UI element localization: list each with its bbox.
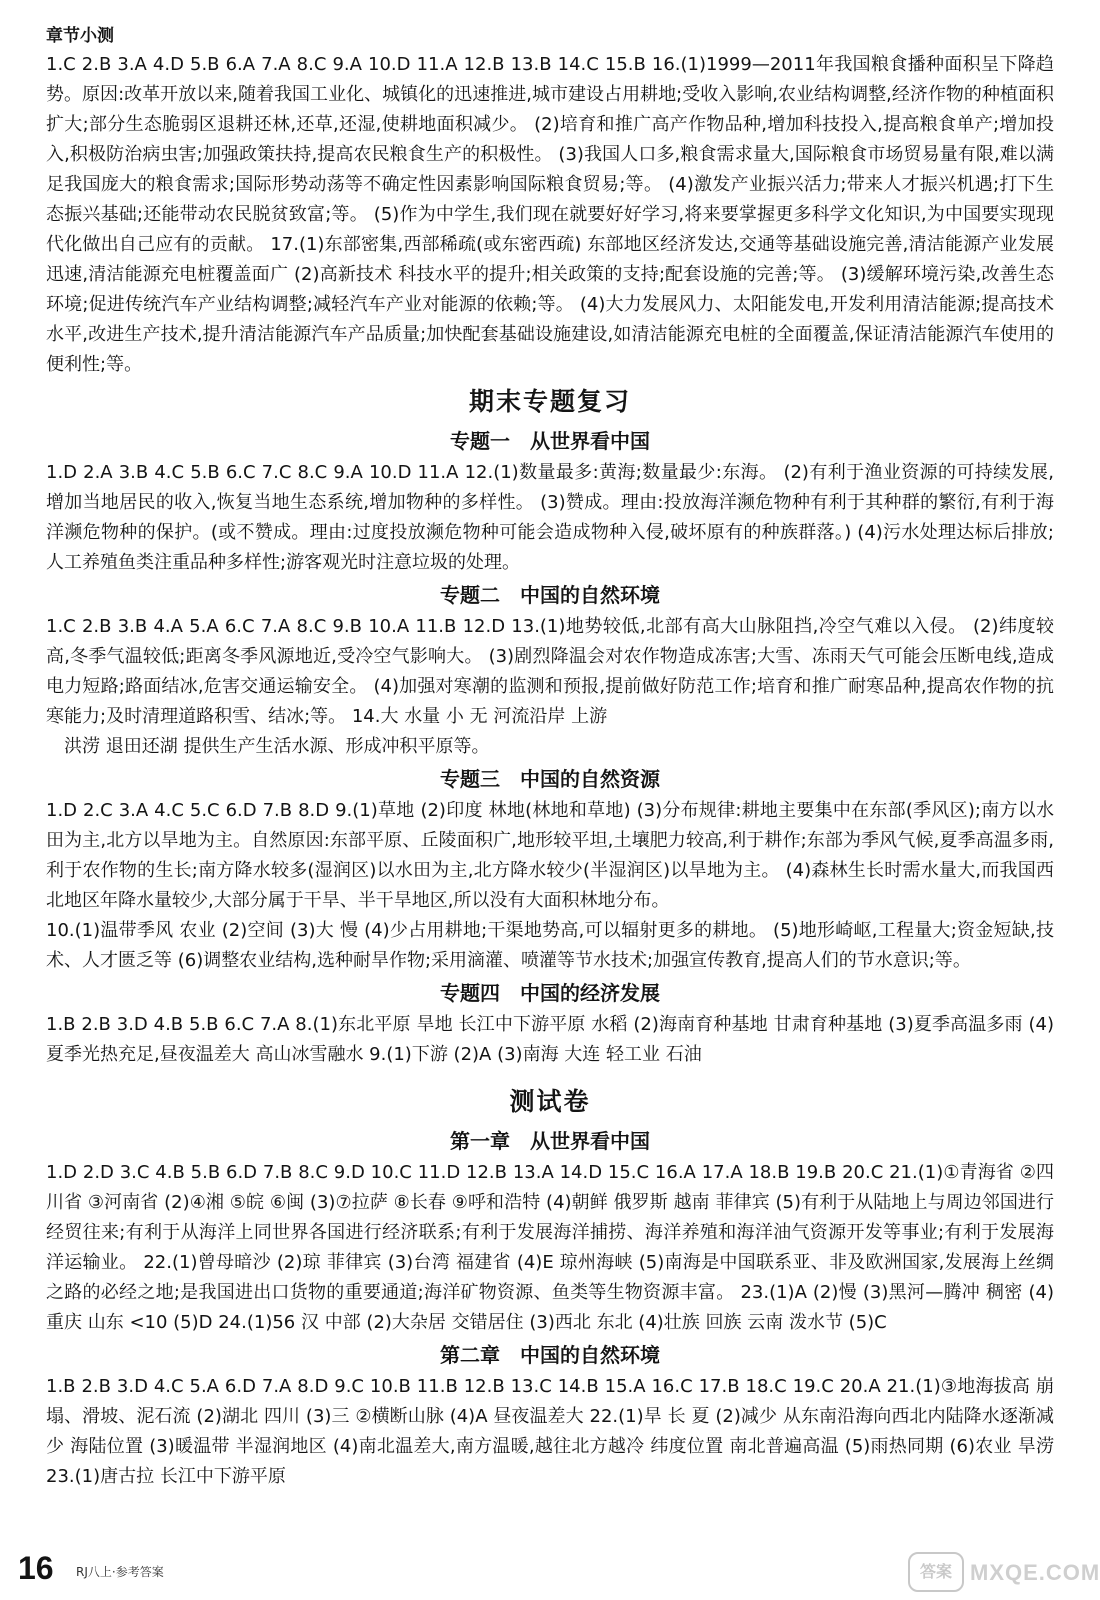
test-chapter-1-title: 第一章 从世界看中国 xyxy=(450,1129,650,1153)
footer-caption: RJ八上·参考答案 xyxy=(76,1565,164,1579)
watermark-seal: 答案 xyxy=(908,1552,964,1592)
watermark-site-text: MXQE.COM xyxy=(970,1560,1100,1585)
test-chapter-2-title: 第二章 中国的自然环境 xyxy=(440,1343,660,1367)
answer-page xyxy=(46,22,1054,1492)
topic-3-answers: 1.D 2.C 3.A 4.C 5.C 6.D 7.B 8.D 9.(1)草地 (2)印度 林地(林地和草地) (3)分布规律:耕地主要集中在东部(季风区);南方以水田为主,北方以旱地为主。自然原因:东部平原、丘陵面积广,地形较平坦,土壤肥力较高,利于耕作;东部为季风气候,夏季高温多雨,利于农作物的生长;南方降水较多(湿润区)以水田为主,北方降水较少(半湿润区)以旱地为主。 (4)森林生长时需水量大,而我国西北地区年降水量较少,大部分属于干旱、半干旱地区,所以没有大面积林地分布。 xyxy=(46,800,1054,911)
page-footer xyxy=(18,1548,1100,1592)
page-number: 16 xyxy=(18,1550,54,1586)
topic-1-answers: 1.D 2.A 3.B 4.C 5.B 6.C 7.C 8.C 9.A 10.D 11.A 12.(1)数量最多:黄海;数量最少:东海。 (2)有利于渔业资源的可持续发展,增加当地居民的收入,恢复当地生态系统,增加物种的多样性。 (3)赞成。理由:投放海洋濒危物种有利于其种群的繁衍,有利于海洋濒危物种的保护。(或不赞成。理由:过度投放濒危物种可能会造成物种入侵,破坏原有的种族群落。) (4)污水处理达标后排放;人工养殖鱼类注重品种多样性;游客观光时注意垃圾的处理。 xyxy=(46,462,1054,573)
topic-4-title: 专题四 中国的经济发展 xyxy=(440,981,660,1005)
tests-title: 测试卷 xyxy=(509,1087,591,1116)
test-chapter-2-answers: 1.B 2.B 3.D 4.C 5.A 6.D 7.A 8.D 9.C 10.B 11.B 12.B 13.C 14.B 15.A 16.C 17.B 18.C 19.C 20.A 21.(1)③地海拔高 崩塌、滑坡、泥石流 (2)湖北 四川 (3)三 ②横断山脉 (4)A 昼夜温差大 22.(1)旱 长 夏 (2)减少 从东南沿海向西北内陆降水逐渐减少 海陆位置 (3)暖温带 半湿润地区 (4)南北温差大,南方温暖,越往北方越冷 纬度位置 南北普遍高温 (5)雨热同期 (6)农业 旱涝 23.(1)唐古拉 长江中下游平原 xyxy=(46,1376,1054,1487)
section-label: 章节小测 xyxy=(46,26,114,46)
topic-2-answers-cont: 洪涝 退田还湖 提供生产生活水源、形成冲积平原等。 xyxy=(64,736,490,757)
topic-2-title: 专题二 中国的自然环境 xyxy=(440,583,660,607)
topic-3-title: 专题三 中国的自然资源 xyxy=(440,767,660,791)
review-title: 期末专题复习 xyxy=(468,387,631,416)
site-watermark xyxy=(908,1552,1100,1592)
spacer xyxy=(46,1070,1054,1080)
topic-4-answers: 1.B 2.B 3.D 4.B 5.B 6.C 7.A 8.(1)东北平原 旱地 长江中下游平原 水稻 (2)海南育种基地 甘肃育种基地 (3)夏季高温多雨 (4)夏季光热充足,昼夜温差大 高山冰雪融水 9.(1)下游 (2)A (3)南海 大连 轻工业 石油 xyxy=(46,1014,1054,1065)
topic-3-answers-q10: 10.(1)温带季风 农业 (2)空间 (3)大 慢 (4)少占用耕地;干渠地势高,可以辐射更多的耕地。 (5)地形崎岖,工程量大;资金短缺,技术、人才匮乏等 (6)调整农业结构,选种耐旱作物;采用滴灌、喷灌等节水技术;加强宣传教育,提高人们的节水意识;等。 xyxy=(46,920,1054,971)
topic-1-title: 专题一 从世界看中国 xyxy=(450,429,650,453)
chapter-quiz-answers: 1.C 2.B 3.A 4.D 5.B 6.A 7.A 8.C 9.A 10.D 11.A 12.B 13.B 14.C 15.B 16.(1)1999—2011年我国粮食播种面积呈下降趋势。原因:改革开放以来,随着我国工业化、城镇化的迅速推进,城市建设占用耕地;受收入影响,农业结构调整,经济作物的种植面积扩大;部分生态脆弱区退耕还林,还草,还湿,使耕地面积减少。 (2)培育和推广高产作物品种,增加科技投入,提高粮食单产;增加投入,积极防治病虫害;加强政策扶持,提高农民粮食生产的积极性。 (3)我国人口多,粮食需求量大,国际粮食市场贸易量有限,难以满足我国庞大的粮食需求;国际形势动荡等不确定性因素影响国际粮食贸易;等。 (4)激发产业振兴活力;带来人才振兴机遇;打下生态振兴基础;还能带动农民脱贫致富;等。 (5)作为中学生,我们现在就要好好学习,将来要掌握更多科学文化知识,为中国要实现现代化做出自己应有的贡献。 17.(1)东部密集,西部稀疏(或东密西疏) 东部地区经济发达,交通等基础设施完善,清洁能源产业发展迅速,清洁能源充电桩覆盖面广 (2)高新技术 科技水平的提升;相关政策的支持;配套设施的完善;等。 (3)缓解环境污染,改善生态环境;促进传统汽车产业结构调整;减轻汽车产业对能源的依赖;等。 (4)大力发展风力、太阳能发电,开发利用清洁能源;提高技术水平,改进生产技术,提升清洁能源汽车产品质量;加快配套基础设施建设,如清洁能源充电桩的全面覆盖,保证清洁能源汽车使用的便利性;等。 xyxy=(46,54,1054,375)
test-chapter-1-answers: 1.D 2.D 3.C 4.B 5.B 6.D 7.B 8.C 9.D 10.C 11.D 12.B 13.A 14.D 15.C 16.A 17.A 18.B 19.B 20.C 21.(1)①青海省 ②四川省 ③河南省 (2)④湘 ⑤皖 ⑥闽 (3)⑦拉萨 ⑧长春 ⑨呼和浩特 (4)朝鲜 俄罗斯 越南 菲律宾 (5)有利于从陆地上与周边邻国进行经贸往来;有利于从海洋上同世界各国进行经济联系;有利于发展海洋捕捞、海洋养殖和海洋油气资源开发等事业;有利于发展海洋运输业。 22.(1)曾母暗沙 (2)琼 菲律宾 (3)台湾 福建省 (4)E 琼州海峡 (5)南海是中国联系亚、非及欧洲国家,发展海上丝绸之路的必经之地;是我国进出口货物的重要通道;海洋矿物资源、鱼类等生物资源丰富。 23.(1)A (2)慢 (3)黑河—腾冲 稠密 (4)重庆 山东 <10 (5)D 24.(1)56 汉 中部 (2)大杂居 交错居住 (3)西北 东北 (4)壮族 回族 云南 泼水节 (5)C xyxy=(46,1162,1054,1333)
topic-2-answers: 1.C 2.B 3.B 4.A 5.A 6.C 7.A 8.C 9.B 10.A 11.B 12.D 13.(1)地势较低,北部有高大山脉阻挡,冷空气难以入侵。 (2)纬度较高,冬季气温较低;距离冬季风源地近,受冷空气影响大。 (3)剧烈降温会对农作物造成冻害;大雪、冻雨天气可能会压断电线,造成电力短路;路面结冰,危害交通运输安全。 (4)加强对寒潮的监测和预报,提前做好防范工作;培育和推广耐寒品种,提高农作物的抗寒能力;及时清理道路积雪、结冰;等。 14.大 水量 小 无 河流沿岸 上游 xyxy=(46,616,1054,727)
